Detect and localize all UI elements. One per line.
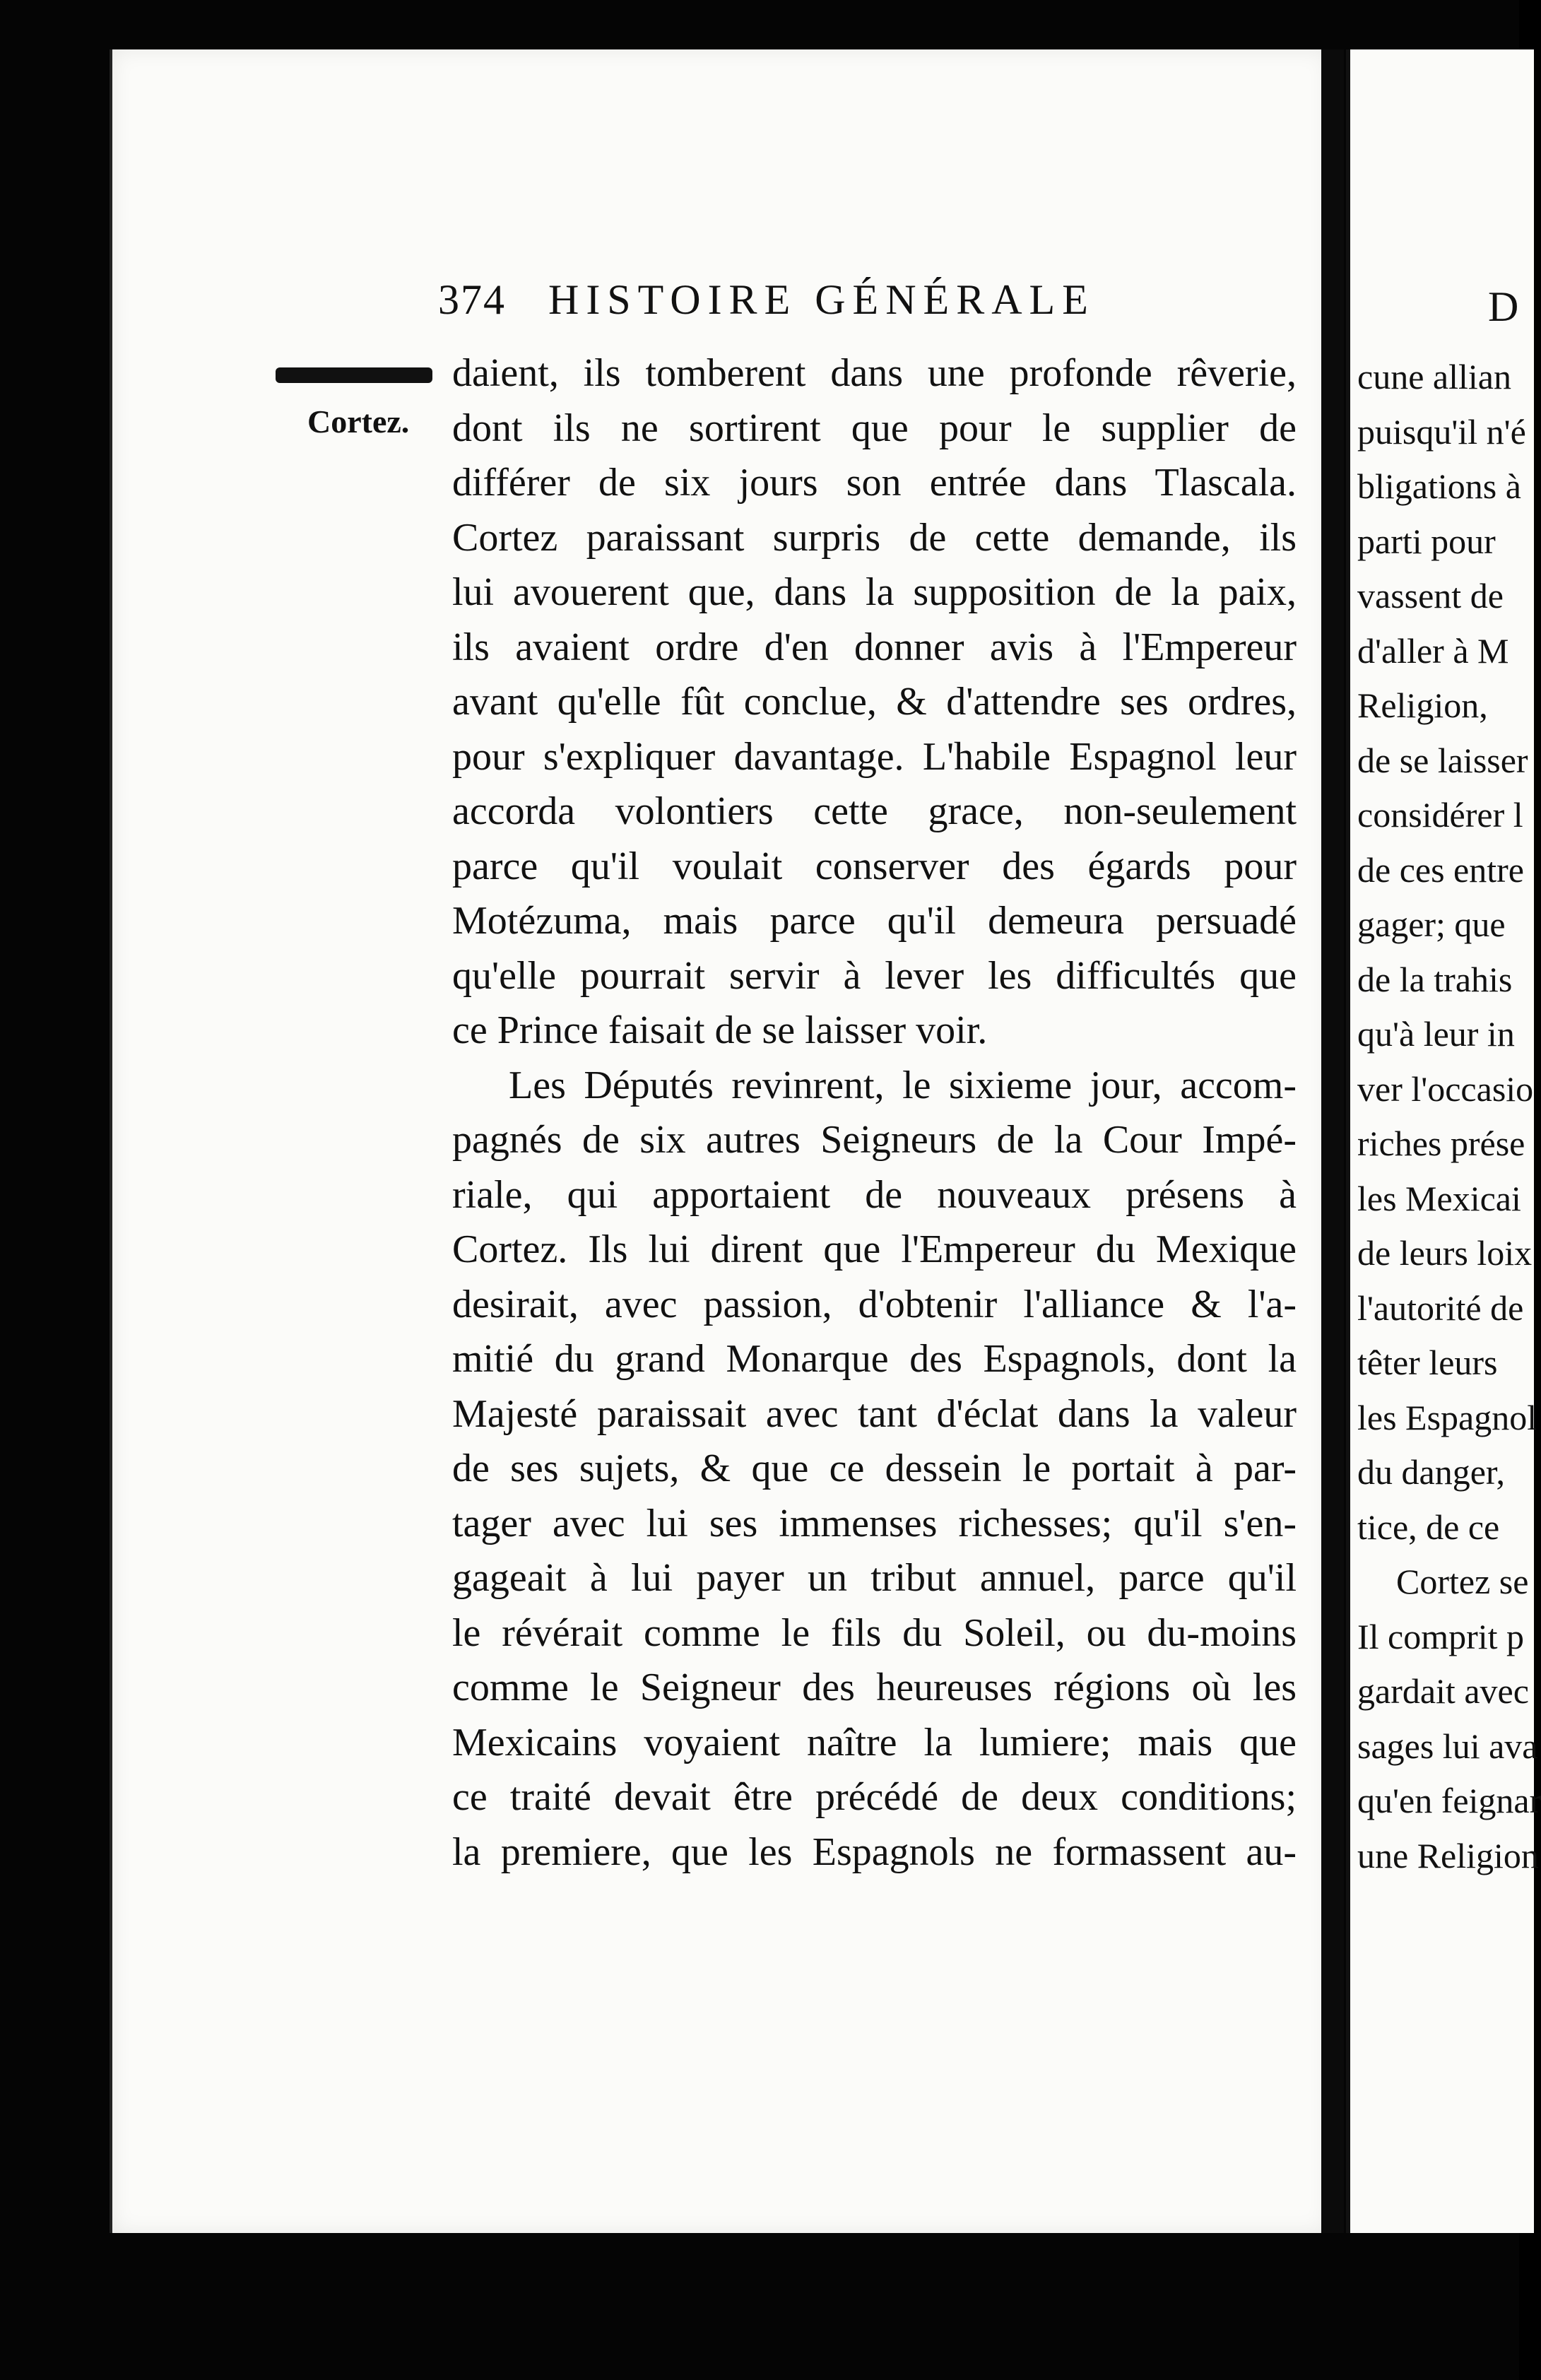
text-line: pour s'expliquer davantage. L'habile Espagnol leur [452, 734, 1297, 779]
text-line: riches prése [1357, 1124, 1525, 1163]
text-line: Cortez paraissant surpris de cette demande, ils [452, 515, 1297, 560]
text-line: la premiere, que les Espagnols ne formassent au- [452, 1830, 1297, 1874]
text-line: Cortez se [1396, 1562, 1529, 1601]
running-head [438, 276, 1095, 324]
book-gutter [1321, 49, 1344, 2233]
text-line: accorda volontiers cette grace, non-seulement [452, 789, 1297, 833]
text-line: de leurs loix [1357, 1233, 1533, 1273]
text-line: daient, ils tomberent dans une profonde rêverie, [452, 351, 1297, 395]
right-page-body [1357, 350, 1541, 1883]
text-line: gager; que [1357, 905, 1506, 944]
text-line: Cortez. Ils lui dirent que l'Empereur du Mexique [452, 1227, 1297, 1271]
text-line: dont ils ne sortirent que pour le supplier de [452, 406, 1297, 450]
text-line: gardait avec [1357, 1671, 1529, 1711]
text-line: comme le Seigneur des heureuses régions où les [452, 1666, 1297, 1709]
text-line: parti pour [1357, 521, 1496, 561]
text-line: de la trahis [1357, 959, 1513, 999]
text-line: ver l'occasio [1357, 1068, 1534, 1109]
text-line: têter leurs [1357, 1343, 1498, 1382]
text-line: Les Députés revinrent, le sixieme jour, accom- [509, 1063, 1297, 1107]
text-line: de se laisser [1357, 740, 1528, 780]
text-line: tice, de ce [1357, 1507, 1500, 1547]
text-line: du danger, [1357, 1452, 1506, 1492]
right-page [1346, 49, 1541, 2233]
text-line: sages lui ava [1357, 1726, 1538, 1766]
text-line: d'aller à M [1357, 630, 1509, 671]
text-line: mitié du grand Monarque des Espagnols, dont la [452, 1337, 1297, 1381]
text-line: bligations à [1357, 466, 1521, 506]
text-line: qu'elle pourrait servir à lever les difficultés que [452, 953, 1297, 998]
text-line: puisqu'il n'é [1357, 411, 1526, 452]
text-line: riale, qui apportaient de nouveaux présens à [452, 1172, 1297, 1217]
page-number: 374 [438, 276, 506, 323]
text-line: l'autorité de [1357, 1288, 1524, 1328]
text-line: Religion, [1357, 685, 1488, 725]
text-line: ce traité devait être précédé de deux conditions; [452, 1775, 1297, 1819]
margin-note: Cortez. [307, 403, 410, 440]
text-line: qu'en feignar [1357, 1781, 1541, 1820]
text-line: le révérait comme le fils du Soleil, ou du-moins [452, 1610, 1297, 1655]
text-line: différer de six jours son entrée dans Tlascala. [452, 461, 1297, 505]
text-line: vassent de [1357, 576, 1504, 615]
text-line: Mexicains voyaient naître la lumiere; mais que [452, 1720, 1297, 1765]
text-line: ce Prince faisait de se laisser voir. [452, 1008, 988, 1052]
right-running-head: D [1488, 283, 1519, 330]
text-line: tager avec lui ses immenses richesses; qu'il s'en- [452, 1501, 1297, 1545]
text-line: Il comprit p [1357, 1616, 1525, 1656]
margin-rule [276, 367, 432, 383]
text-line: qu'à leur in [1357, 1014, 1515, 1054]
text-line: cune allian [1357, 357, 1511, 396]
text-line: Motézuma, mais parce qu'il demeura persuadé [452, 899, 1297, 943]
text-line: parce qu'il voulait conserver des égards pour [452, 844, 1297, 888]
text-line: lui avouerent que, dans la supposition de la paix, [452, 570, 1297, 614]
text-line: de ces entre [1357, 849, 1524, 890]
text-line: gageait à lui payer un tribut annuel, parce qu'il [452, 1556, 1297, 1600]
text-line: avant qu'elle fût conclue, & d'attendre ses ordres, [452, 680, 1297, 724]
text-line: pagnés de six autres Seigneurs de la Cour Impé- [452, 1118, 1297, 1162]
text-line: Majesté paraissait avec tant d'éclat dans la valeur [452, 1391, 1297, 1436]
text-line: les Espagnol [1357, 1397, 1537, 1437]
running-head-title: HISTOIRE GÉNÉRALE [548, 276, 1095, 323]
text-line: desirait, avec passion, d'obtenir l'alliance & l'a- [452, 1282, 1297, 1326]
text-line: une Religion [1357, 1835, 1539, 1875]
left-page-body [452, 346, 1297, 1880]
text-line: de ses sujets, & que ce dessein le portait à par- [452, 1447, 1297, 1490]
text-line: les Mexicai [1357, 1178, 1521, 1218]
text-line: considérer l [1357, 795, 1523, 835]
text-line: ils avaient ordre d'en donner avis à l'Empereur [452, 625, 1297, 669]
